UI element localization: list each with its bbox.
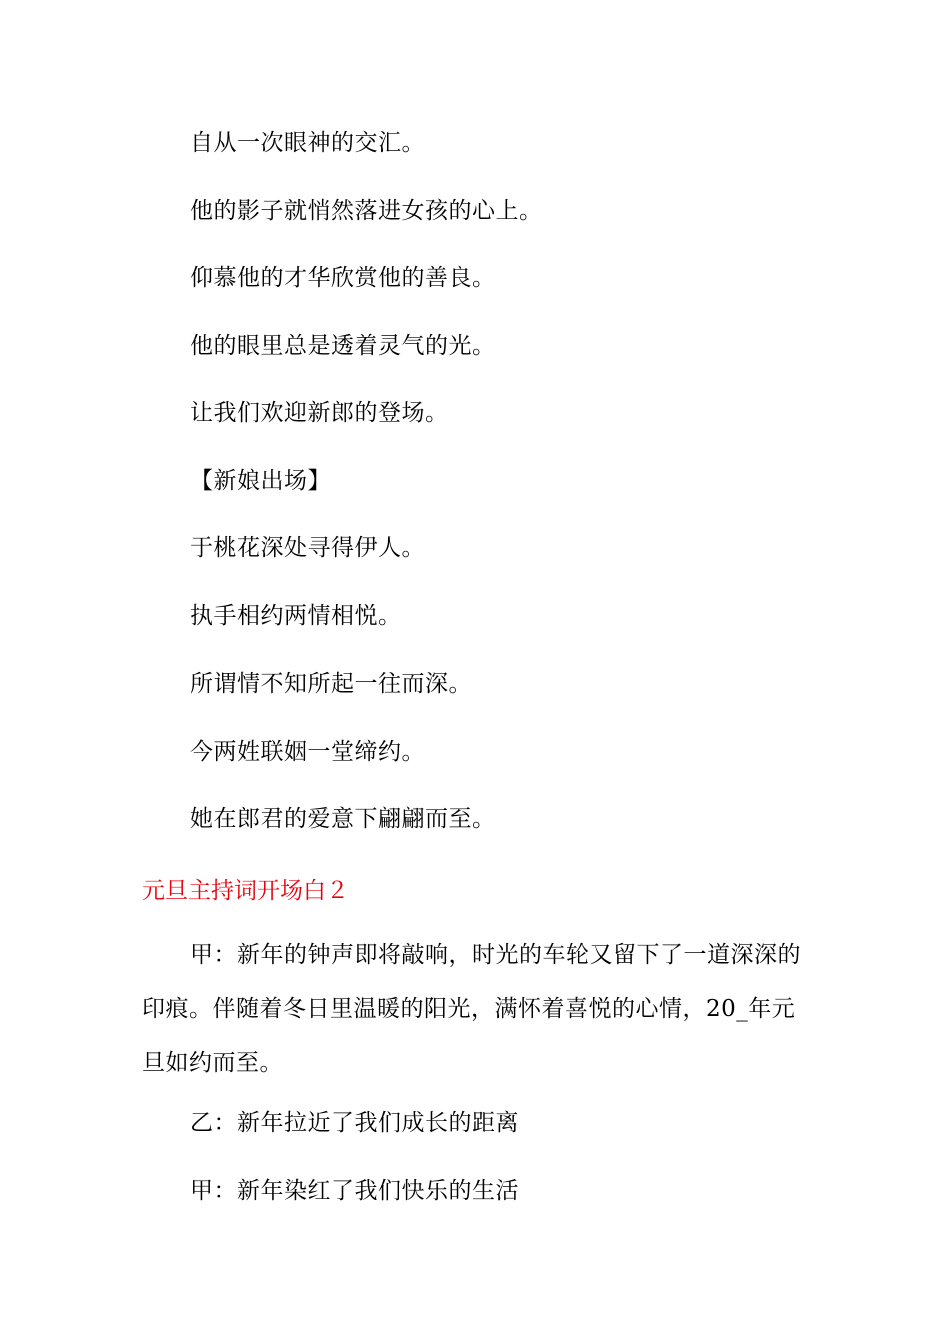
- section-heading: 元旦主持词开场白２: [142, 878, 349, 904]
- dialogue-line: 甲：新年染红了我们快乐的生活: [190, 1178, 519, 1204]
- text-line: 自从一次眼神的交汇。: [190, 130, 425, 156]
- text-line: 让我们欢迎新郎的登场。: [190, 400, 449, 426]
- text-line: 执手相约两情相悦。: [190, 603, 402, 629]
- section-label: 【新娘出场】: [190, 468, 331, 494]
- text-line: 他的眼里总是透着灵气的光。: [190, 333, 496, 359]
- dialogue-paragraph: 甲：新年的钟声即将敲响，时光的车轮又留下了一道深深的印痕。伴随着冬日里温暖的阳光，满怀着喜悦的心情，20_年元旦如约而至。: [142, 942, 801, 1076]
- text-line: 仰慕他的才华欣赏他的善良。: [190, 265, 496, 291]
- text-line: 他的影子就悄然落进女孩的心上。: [190, 198, 543, 224]
- text-line: 今两姓联姻一堂缔约。: [190, 739, 425, 765]
- text-line: 她在郎君的爱意下翩翩而至。: [190, 806, 496, 832]
- text-line: 于桃花深处寻得伊人。: [190, 535, 425, 561]
- text-line: 所谓情不知所起一往而深。: [190, 671, 472, 697]
- dialogue-line: 乙：新年拉近了我们成长的距离: [190, 1110, 519, 1136]
